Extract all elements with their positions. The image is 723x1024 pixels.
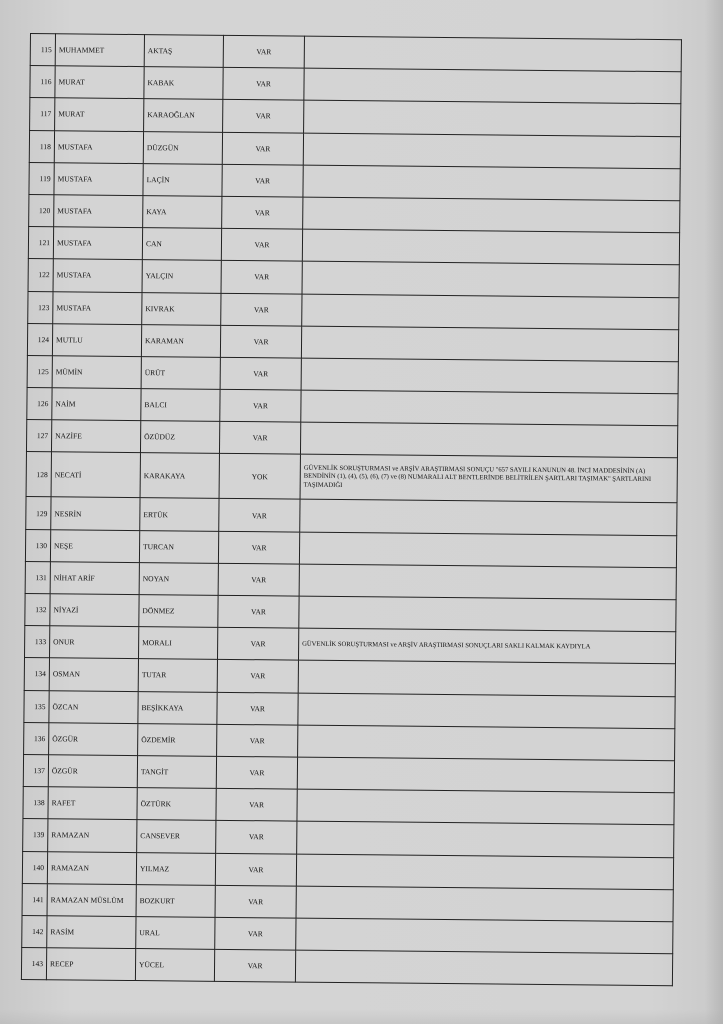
- status-cell: VAR: [223, 100, 304, 133]
- last-name-cell: CAN: [142, 228, 221, 261]
- status-cell: VAR: [221, 228, 302, 261]
- row-number-cell: 139: [23, 819, 48, 851]
- first-name-cell: MUSTAFA: [53, 259, 142, 292]
- last-name-cell: ERTÜK: [140, 498, 219, 531]
- status-cell: VAR: [223, 35, 304, 68]
- status-cell: VAR: [221, 293, 302, 326]
- first-name-cell: NESRİN: [51, 497, 140, 530]
- last-name-cell: ÖZDEMİR: [138, 723, 217, 756]
- first-name-cell: MUTLU: [52, 323, 141, 356]
- last-name-cell: KARAKAYA: [140, 453, 219, 499]
- row-number-cell: 142: [22, 915, 47, 947]
- row-number-cell: 137: [23, 754, 48, 786]
- first-name-cell: RASİM: [47, 916, 136, 949]
- row-number-cell: 143: [21, 948, 46, 980]
- last-name-cell: KABAK: [144, 67, 223, 100]
- first-name-cell: ÖZGÜR: [49, 722, 138, 755]
- status-cell: VAR: [222, 132, 303, 165]
- first-name-cell: ONUR: [50, 626, 139, 659]
- status-cell: VAR: [220, 357, 301, 390]
- status-cell: VAR: [219, 499, 300, 532]
- first-name-cell: ÖZGÜR: [48, 755, 137, 788]
- table-row: [21, 948, 672, 986]
- row-number-cell: 140: [22, 851, 47, 883]
- note-cell: GÜVENLİK SORUŞTURMASI ve ARŞİV ARAŞTIRMASI SONUÇLARI SAKLI KALMAK KAYDIYLA: [298, 628, 675, 664]
- status-cell: VAR: [222, 164, 303, 197]
- status-cell: VAR: [221, 261, 302, 294]
- row-number-cell: 121: [28, 227, 53, 259]
- note-cell: [298, 725, 675, 761]
- status-cell: VAR: [219, 422, 300, 455]
- first-name-cell: RAFET: [48, 787, 137, 820]
- note-cell: [297, 789, 674, 825]
- last-name-cell: TURCAN: [139, 530, 218, 563]
- first-name-cell: MURAT: [55, 66, 144, 99]
- row-number-cell: 135: [24, 690, 49, 722]
- row-number-cell: 128: [26, 452, 51, 497]
- first-name-cell: MUSTAFA: [54, 130, 143, 163]
- status-cell: VAR: [220, 325, 301, 358]
- note-cell: [300, 422, 677, 458]
- row-number-cell: 136: [24, 722, 49, 754]
- status-cell: VAR: [217, 692, 298, 725]
- row-number-cell: 127: [26, 420, 51, 452]
- note-cell: [304, 36, 681, 72]
- row-number-cell: 134: [24, 658, 49, 690]
- first-name-cell: NAİM: [52, 388, 141, 421]
- note-cell: [299, 532, 676, 568]
- last-name-cell: DÜZGÜN: [143, 131, 222, 164]
- row-number-cell: 122: [28, 259, 53, 291]
- row-number-cell: 125: [27, 355, 52, 387]
- last-name-cell: BOZKURT: [136, 884, 215, 917]
- note-cell: [301, 390, 678, 426]
- note-cell: [297, 757, 674, 793]
- status-cell: VAR: [216, 756, 297, 789]
- note-cell: [302, 294, 679, 330]
- note-cell: [295, 950, 672, 986]
- last-name-cell: YALÇIN: [142, 260, 221, 293]
- row-number-cell: 118: [29, 130, 54, 162]
- note-cell: [304, 101, 681, 137]
- first-name-cell: NAZİFE: [51, 420, 140, 453]
- status-cell: VAR: [218, 531, 299, 564]
- first-name-cell: MUSTAFA: [53, 291, 142, 324]
- status-cell: VAR: [223, 68, 304, 101]
- note-cell: [303, 197, 680, 233]
- last-name-cell: TANGİT: [137, 756, 216, 789]
- first-name-cell: RAMAZAN: [47, 851, 136, 884]
- note-cell: [299, 596, 676, 632]
- first-name-cell: MURAT: [55, 98, 144, 131]
- row-number-cell: 116: [30, 66, 55, 98]
- last-name-cell: NOYAN: [139, 562, 218, 595]
- first-name-cell: MUSTAFA: [54, 162, 143, 195]
- note-cell: [298, 660, 675, 696]
- first-name-cell: NEŞE: [50, 529, 139, 562]
- note-cell: [296, 854, 673, 890]
- row-number-cell: 117: [30, 98, 55, 130]
- last-name-cell: YÜCEL: [135, 949, 214, 982]
- status-cell: VAR: [218, 563, 299, 596]
- note-cell: [297, 821, 674, 857]
- last-name-cell: KAYA: [143, 196, 222, 229]
- table-row: [26, 452, 677, 503]
- status-cell: VAR: [222, 196, 303, 229]
- row-number-cell: 123: [28, 291, 53, 323]
- status-cell: VAR: [218, 595, 299, 628]
- last-name-cell: LAÇİN: [143, 163, 222, 196]
- note-cell: [299, 564, 676, 600]
- first-name-cell: ÖZCAN: [49, 690, 138, 723]
- status-cell: VAR: [217, 660, 298, 693]
- row-number-cell: 115: [30, 34, 55, 66]
- last-name-cell: TUTAR: [138, 659, 217, 692]
- first-name-cell: NECATİ: [51, 452, 140, 498]
- note-cell: [302, 261, 679, 297]
- last-name-cell: CANSEVER: [137, 820, 216, 853]
- status-cell: VAR: [217, 628, 298, 661]
- status-cell: VAR: [217, 724, 298, 757]
- last-name-cell: BALCI: [141, 389, 220, 422]
- first-name-cell: RAMAZAN MÜSLÜM: [47, 883, 136, 916]
- row-number-cell: 131: [25, 561, 50, 593]
- row-number-cell: 138: [23, 787, 48, 819]
- document-sheet: [21, 33, 682, 997]
- scan-edge-shadow: [705, 0, 723, 1024]
- first-name-cell: RECEP: [46, 948, 135, 981]
- note-cell: [296, 886, 673, 922]
- roster-table: [21, 33, 682, 986]
- status-cell: VAR: [220, 389, 301, 422]
- note-cell: [296, 918, 673, 954]
- row-number-cell: 124: [27, 323, 52, 355]
- note-cell: [298, 693, 675, 729]
- last-name-cell: ÖZTÜRK: [137, 788, 216, 821]
- note-cell: [303, 133, 680, 169]
- note-cell: [304, 68, 681, 104]
- first-name-cell: MUSTAFA: [54, 195, 143, 228]
- last-name-cell: KARAMAN: [141, 324, 220, 357]
- row-number-cell: 119: [29, 162, 54, 194]
- note-cell: [302, 229, 679, 265]
- row-number-cell: 141: [22, 883, 47, 915]
- last-name-cell: URAL: [136, 916, 215, 949]
- note-cell: GÜVENLİK SORUŞTURMASI ve ARŞİV ARAŞTIRMASI SONUÇU "657 SAYILI KANUNUN 48. İNCİ MADDESİNİN (A) BENDİNİN (1), (4), (5), (6), (7) ve (8) NUMARALI ALT BENTLERİNDE BELİTRİLEN ŞARTLARI TAŞIMAK" ŞARTLARINI TAŞIMADIĞI: [300, 455, 677, 504]
- note-cell: [301, 358, 678, 394]
- status-cell: VAR: [216, 821, 297, 854]
- first-name-cell: MUSTAFA: [53, 227, 142, 260]
- first-name-cell: RAMAZAN: [48, 819, 137, 852]
- status-cell: VAR: [215, 853, 296, 886]
- row-number-cell: 132: [25, 593, 50, 625]
- status-cell: VAR: [215, 917, 296, 950]
- note-cell: [300, 500, 677, 536]
- first-name-cell: NİHAT ARİF: [50, 562, 139, 595]
- roster-table-body: [21, 34, 681, 986]
- first-name-cell: OSMAN: [49, 658, 138, 691]
- row-number-cell: 129: [26, 497, 51, 529]
- status-cell: VAR: [215, 885, 296, 918]
- last-name-cell: KIVRAK: [142, 292, 221, 325]
- status-cell: VAR: [216, 788, 297, 821]
- status-cell: VAR: [214, 949, 295, 982]
- last-name-cell: ÖZÜDÜZ: [140, 421, 219, 454]
- last-name-cell: MORALI: [138, 627, 217, 660]
- last-name-cell: DÖNMEZ: [139, 595, 218, 628]
- row-number-cell: 133: [25, 626, 50, 658]
- row-number-cell: 130: [25, 529, 50, 561]
- last-name-cell: BEŞİKKAYA: [138, 691, 217, 724]
- last-name-cell: AKTAŞ: [144, 35, 223, 68]
- note-cell: [301, 326, 678, 362]
- last-name-cell: YILMAZ: [136, 852, 215, 885]
- row-number-cell: 126: [27, 388, 52, 420]
- last-name-cell: ÜRÜT: [141, 356, 220, 389]
- last-name-cell: KARAOĞLAN: [144, 99, 223, 132]
- first-name-cell: NİYAZİ: [50, 594, 139, 627]
- scan-bottom-shadow: [0, 1010, 723, 1024]
- first-name-cell: MÜMİN: [52, 356, 141, 389]
- status-cell: YOK: [219, 454, 300, 500]
- note-cell: [303, 165, 680, 201]
- first-name-cell: MUHAMMET: [55, 34, 144, 67]
- row-number-cell: 120: [29, 194, 54, 226]
